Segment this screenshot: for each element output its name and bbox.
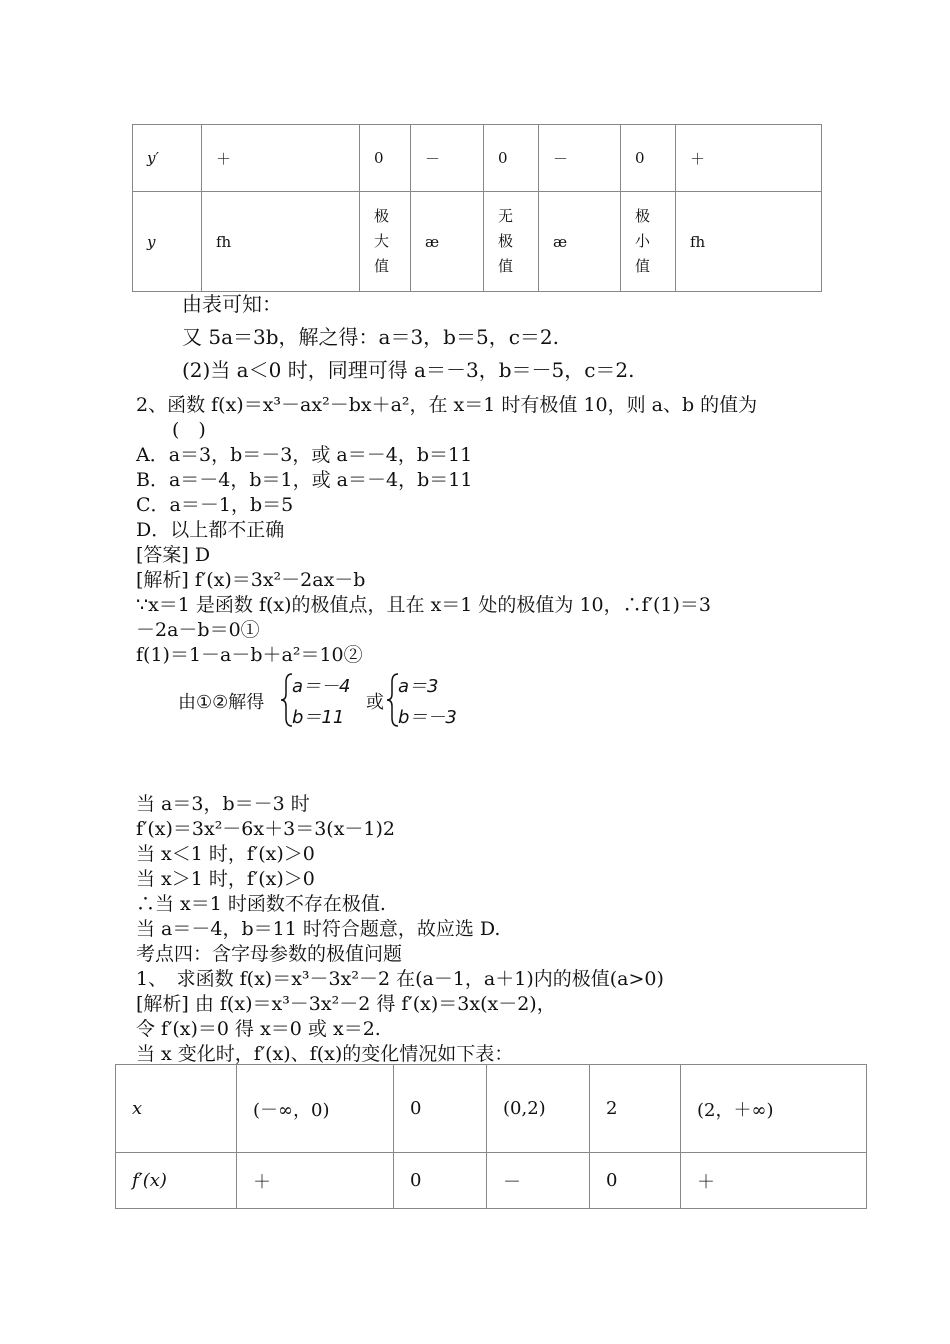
cell: 2 [590,1065,681,1153]
text-line: 当 x＞1 时，f′(x)＞0 [136,868,315,890]
cell: ＋ [676,125,822,192]
section-heading: 考点四：含字母参数的极值问题 [136,943,403,965]
option-d: D．以上都不正确 [136,519,285,541]
eq-2a: a＝3 [398,676,439,697]
cell [621,192,676,292]
text-line: ∵x＝1 是函数 f(x)的极值点，且在 x＝1 处的极值为 10，∴f′(1)＝3 [136,594,711,616]
text-line: f(1)＝1－a－b＋a²＝10② [136,644,363,666]
cell: － [539,125,621,192]
char: 无 [498,207,514,225]
text-line: (2)当 a＜0 时，同理可得 a＝－3，b＝－5，c＝2. [182,358,635,382]
char: 极 [498,232,514,250]
text-line: 当 x 变化时，f′(x)、f(x)的变化情况如下表： [136,1043,514,1065]
eq-1a: a＝－4 [292,676,351,697]
or-text: 或 [366,692,384,713]
text-line: －2a－b＝0① [136,619,260,641]
cell: ＋ [681,1153,867,1209]
cell [484,192,539,292]
cell: ＋ [237,1153,394,1209]
cell: fh [202,192,360,292]
char: 大 [374,232,390,250]
cell: ＋ [202,125,360,192]
cell: æ [411,192,484,292]
text-line: ( ) [172,419,206,441]
cell: f′(x) [116,1153,237,1209]
option-c: C．a＝－1，b＝5 [136,494,294,516]
text-line: [解析] 由 f(x)＝x³－3x²－2 得 f′(x)＝3x(x－2)， [136,993,556,1015]
text-line: 当 a＝－4，b＝11 时符合题意，故应选 D. [136,918,501,940]
cell: (－∞，0) [237,1065,394,1153]
text-line: 2、函数 f(x)＝x³－ax²－bx＋a²，在 x＝1 时有极值 10，则 a、b 的值为 [136,394,758,416]
text-line: 令 f′(x)＝0 得 x＝0 或 x＝2. [136,1018,381,1040]
cell: － [487,1153,590,1209]
cell: (0,2) [487,1065,590,1153]
cell: 0 [484,125,539,192]
char: 值 [635,257,651,275]
cell: 0 [394,1065,487,1153]
text-line: ∴当 x＝1 时函数不存在极值. [136,893,386,915]
text-line: 又 5a＝3b，解之得：a＝3，b＝5，c＝2. [182,325,559,349]
text-line: 当 x＜1 时，f′(x)＞0 [136,843,315,865]
cell: y [133,192,202,292]
text-line: 当 a＝3，b＝－3 时 [136,793,310,815]
text-line: 1、 求函数 f(x)＝x³－3x²－2 在(a－1，a＋1)内的极值(a>0) [136,968,664,990]
cell [360,192,411,292]
text-line: f′(x)＝3x²－6x＋3＝3(x－1)2 [136,818,396,840]
system-prefix: 由①②解得 [178,692,265,713]
char: 值 [374,257,390,275]
cell: fh [676,192,822,292]
eq-1b: b＝11 [292,707,345,728]
char: 值 [498,257,514,275]
cell: － [411,125,484,192]
answer: [答案] D [136,544,211,566]
sign-table-2 [115,1064,867,1209]
sign-table-1 [132,124,822,292]
cell: 0 [621,125,676,192]
char: 极 [374,207,390,225]
cell: y′ [133,125,202,192]
cell: 0 [394,1153,487,1209]
char: 小 [635,232,651,250]
text-line: 由表可知： [182,292,282,316]
option-b: B．a＝－4，b＝1，或 a＝－4，b＝11 [136,469,473,491]
eq-2b: b＝－3 [398,707,457,728]
cell: æ [539,192,621,292]
cell: (2，＋∞) [681,1065,867,1153]
cell: 0 [360,125,411,192]
char: 极 [635,207,651,225]
option-a: A．a＝3，b＝－3，或 a＝－4，b＝11 [136,444,473,466]
cell: x [116,1065,237,1153]
cell: 0 [590,1153,681,1209]
text-line: [解析] f′(x)＝3x²－2ax－b [136,569,366,591]
